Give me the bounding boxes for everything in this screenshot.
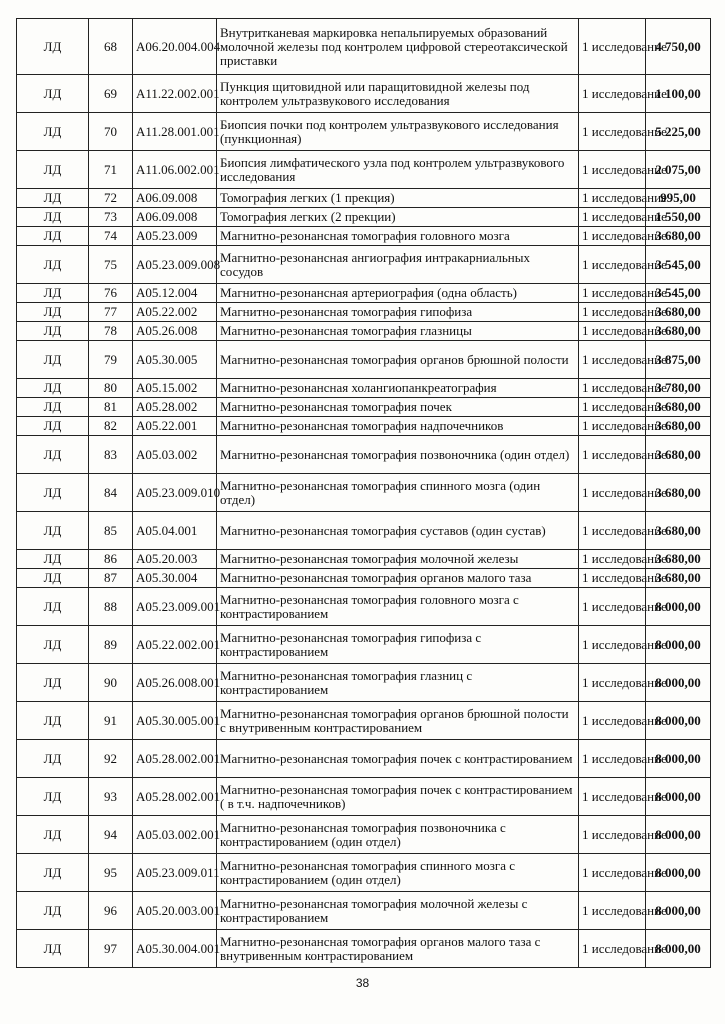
service-code-cell: A05.23.009.010 bbox=[133, 474, 217, 512]
price-cell: 3 680,00 bbox=[646, 227, 711, 246]
service-name-cell: Магнитно-резонансная ангиография интракарниальных сосудов bbox=[217, 246, 579, 284]
table-row bbox=[17, 303, 711, 322]
service-code-cell: A05.22.002 bbox=[133, 303, 217, 322]
department-cell: ЛД bbox=[17, 189, 89, 208]
service-name-cell: Магнитно-резонансная томография почек с контрастированием bbox=[217, 740, 579, 778]
row-number-cell: 75 bbox=[89, 246, 133, 284]
row-number-cell: 70 bbox=[89, 113, 133, 151]
service-code-cell: A05.30.005.001 bbox=[133, 702, 217, 740]
table-row bbox=[17, 151, 711, 189]
table-row bbox=[17, 740, 711, 778]
unit-cell: 1 исследование bbox=[579, 778, 646, 816]
department-cell: ЛД bbox=[17, 322, 89, 341]
department-cell: ЛД bbox=[17, 151, 89, 189]
price-cell: 8 000,00 bbox=[646, 740, 711, 778]
unit-cell: 1 исследование bbox=[579, 436, 646, 474]
service-name-cell: Пункция щитовидной или паращитовидной железы под контролем ультразвукового исследования bbox=[217, 75, 579, 113]
row-number-cell: 82 bbox=[89, 417, 133, 436]
unit-cell: 1 исследование bbox=[579, 341, 646, 379]
service-name-cell: Магнитно-резонансная томография суставов (один сустав) bbox=[217, 512, 579, 550]
price-cell: 3 680,00 bbox=[646, 436, 711, 474]
unit-cell: 1 исследование bbox=[579, 322, 646, 341]
table-row bbox=[17, 474, 711, 512]
price-cell: 4 750,00 bbox=[646, 19, 711, 75]
department-cell: ЛД bbox=[17, 664, 89, 702]
service-name-cell: Томография легких (2 прекции) bbox=[217, 208, 579, 227]
unit-cell: 1 исследование bbox=[579, 75, 646, 113]
price-cell: 3 680,00 bbox=[646, 398, 711, 417]
service-code-cell: A05.23.009.001 bbox=[133, 588, 217, 626]
department-cell: ЛД bbox=[17, 436, 89, 474]
service-code-cell: A05.28.002 bbox=[133, 398, 217, 417]
price-cell: 3 680,00 bbox=[646, 550, 711, 569]
price-cell: 3 545,00 bbox=[646, 246, 711, 284]
table-row bbox=[17, 930, 711, 968]
service-code-cell: A05.20.003 bbox=[133, 550, 217, 569]
price-cell: 3 875,00 bbox=[646, 341, 711, 379]
row-number-cell: 89 bbox=[89, 626, 133, 664]
row-number-cell: 91 bbox=[89, 702, 133, 740]
service-name-cell: Магнитно-резонансная томография головного мозга bbox=[217, 227, 579, 246]
department-cell: ЛД bbox=[17, 588, 89, 626]
service-name-cell: Биопсия почки под контролем ультразвукового исследования (пункционная) bbox=[217, 113, 579, 151]
department-cell: ЛД bbox=[17, 284, 89, 303]
unit-cell: 1 исследование bbox=[579, 816, 646, 854]
unit-cell: 1 исследование bbox=[579, 550, 646, 569]
row-number-cell: 88 bbox=[89, 588, 133, 626]
service-name-cell: Магнитно-резонансная томография глазницы bbox=[217, 322, 579, 341]
service-code-cell: A05.15.002 bbox=[133, 379, 217, 398]
service-code-cell: A06.20.004.004 bbox=[133, 19, 217, 75]
table-row bbox=[17, 417, 711, 436]
service-code-cell: A05.28.002.001 bbox=[133, 740, 217, 778]
service-code-cell: A05.30.005 bbox=[133, 341, 217, 379]
row-number-cell: 83 bbox=[89, 436, 133, 474]
service-code-cell: A05.23.009.011 bbox=[133, 854, 217, 892]
unit-cell: 1 исследование bbox=[579, 284, 646, 303]
department-cell: ЛД bbox=[17, 303, 89, 322]
row-number-cell: 87 bbox=[89, 569, 133, 588]
service-name-cell: Магнитно-резонансная томография надпочечников bbox=[217, 417, 579, 436]
service-name-cell: Магнитно-резонансная томография гипофиза bbox=[217, 303, 579, 322]
price-cell: 3 545,00 bbox=[646, 284, 711, 303]
table-row bbox=[17, 379, 711, 398]
table-row bbox=[17, 398, 711, 417]
row-number-cell: 92 bbox=[89, 740, 133, 778]
department-cell: ЛД bbox=[17, 417, 89, 436]
unit-cell: 1 исследование bbox=[579, 569, 646, 588]
unit-cell: 1 исследование bbox=[579, 892, 646, 930]
department-cell: ЛД bbox=[17, 702, 89, 740]
service-name-cell: Магнитно-резонансная томография позвоночника с контрастированием (один отдел) bbox=[217, 816, 579, 854]
row-number-cell: 97 bbox=[89, 930, 133, 968]
department-cell: ЛД bbox=[17, 379, 89, 398]
service-name-cell: Томография легких (1 прекция) bbox=[217, 189, 579, 208]
table-row bbox=[17, 208, 711, 227]
unit-cell: 1 исследование bbox=[579, 208, 646, 227]
service-name-cell: Магнитно-резонансная томография органов малого таза с внутривенным контрастированием bbox=[217, 930, 579, 968]
row-number-cell: 90 bbox=[89, 664, 133, 702]
department-cell: ЛД bbox=[17, 208, 89, 227]
department-cell: ЛД bbox=[17, 778, 89, 816]
service-name-cell: Магнитно-резонансная томография глазниц с контрастированием bbox=[217, 664, 579, 702]
price-cell: 8 000,00 bbox=[646, 664, 711, 702]
price-cell: 2 075,00 bbox=[646, 151, 711, 189]
price-cell: 8 000,00 bbox=[646, 588, 711, 626]
service-code-cell: A11.22.002.001 bbox=[133, 75, 217, 113]
service-code-cell: A05.26.008.001 bbox=[133, 664, 217, 702]
row-number-cell: 73 bbox=[89, 208, 133, 227]
unit-cell: 1 исследование bbox=[579, 379, 646, 398]
department-cell: ЛД bbox=[17, 550, 89, 569]
service-name-cell: Магнитно-резонансная томография почек bbox=[217, 398, 579, 417]
row-number-cell: 95 bbox=[89, 854, 133, 892]
unit-cell: 1 исследование bbox=[579, 19, 646, 75]
department-cell: ЛД bbox=[17, 854, 89, 892]
department-cell: ЛД bbox=[17, 75, 89, 113]
service-name-cell: Магнитно-резонансная томография молочной железы с контрастированием bbox=[217, 892, 579, 930]
price-cell: 1 550,00 bbox=[646, 208, 711, 227]
table-row bbox=[17, 569, 711, 588]
table-row bbox=[17, 246, 711, 284]
table-row bbox=[17, 341, 711, 379]
department-cell: ЛД bbox=[17, 930, 89, 968]
service-name-cell: Магнитно-резонансная томография органов брюшной полости bbox=[217, 341, 579, 379]
service-name-cell: Магнитно-резонансная томография органов малого таза bbox=[217, 569, 579, 588]
table-row bbox=[17, 816, 711, 854]
row-number-cell: 81 bbox=[89, 398, 133, 417]
service-name-cell: Магнитно-резонансная томография гипофиза с контрастированием bbox=[217, 626, 579, 664]
table-row bbox=[17, 436, 711, 474]
service-code-cell: A05.03.002 bbox=[133, 436, 217, 474]
price-list-table bbox=[16, 18, 711, 968]
unit-cell: 1 исследование bbox=[579, 398, 646, 417]
price-cell: 8 000,00 bbox=[646, 778, 711, 816]
table-row bbox=[17, 75, 711, 113]
price-cell: 995,00 bbox=[646, 189, 711, 208]
department-cell: ЛД bbox=[17, 892, 89, 930]
unit-cell: 1 исследование bbox=[579, 626, 646, 664]
price-cell: 3 680,00 bbox=[646, 512, 711, 550]
table-row bbox=[17, 284, 711, 303]
department-cell: ЛД bbox=[17, 816, 89, 854]
service-name-cell: Магнитно-резонансная томография позвоночника (один отдел) bbox=[217, 436, 579, 474]
unit-cell: 1 исследование bbox=[579, 417, 646, 436]
unit-cell: 1 исследование bbox=[579, 512, 646, 550]
table-row bbox=[17, 626, 711, 664]
service-code-cell: A05.30.004 bbox=[133, 569, 217, 588]
unit-cell: 1 исследование bbox=[579, 740, 646, 778]
row-number-cell: 78 bbox=[89, 322, 133, 341]
department-cell: ЛД bbox=[17, 398, 89, 417]
table-row bbox=[17, 113, 711, 151]
department-cell: ЛД bbox=[17, 569, 89, 588]
row-number-cell: 74 bbox=[89, 227, 133, 246]
service-code-cell: A05.30.004.001 bbox=[133, 930, 217, 968]
service-name-cell: Магнитно-резонансная холангиопанкреатография bbox=[217, 379, 579, 398]
unit-cell: 1 исследование bbox=[579, 246, 646, 284]
department-cell: ЛД bbox=[17, 227, 89, 246]
department-cell: ЛД bbox=[17, 341, 89, 379]
service-code-cell: A05.23.009.008 bbox=[133, 246, 217, 284]
table-row bbox=[17, 664, 711, 702]
unit-cell: 1 исследование bbox=[579, 227, 646, 246]
service-name-cell: Магнитно-резонансная томография спинного мозга (один отдел) bbox=[217, 474, 579, 512]
service-code-cell: A05.04.001 bbox=[133, 512, 217, 550]
service-code-cell: A05.22.002.001 bbox=[133, 626, 217, 664]
service-name-cell: Биопсия лимфатического узла под контролем ультразвукового исследования bbox=[217, 151, 579, 189]
service-name-cell: Внутритканевая маркировка непальпируемых образований молочной железы под контролем цифровой стереотаксической приставки bbox=[217, 19, 579, 75]
unit-cell: 1 исследование bbox=[579, 474, 646, 512]
service-name-cell: Магнитно-резонансная артериография (одна область) bbox=[217, 284, 579, 303]
price-cell: 8 000,00 bbox=[646, 626, 711, 664]
row-number-cell: 96 bbox=[89, 892, 133, 930]
table-row bbox=[17, 778, 711, 816]
price-cell: 8 000,00 bbox=[646, 702, 711, 740]
service-code-cell: A11.06.002.001 bbox=[133, 151, 217, 189]
table-row bbox=[17, 550, 711, 569]
service-code-cell: A05.28.002.001 bbox=[133, 778, 217, 816]
row-number-cell: 86 bbox=[89, 550, 133, 569]
table-row bbox=[17, 227, 711, 246]
page-number: 38 bbox=[355, 976, 370, 990]
price-cell: 3 680,00 bbox=[646, 417, 711, 436]
unit-cell: 1 исследование bbox=[579, 664, 646, 702]
price-cell: 3 780,00 bbox=[646, 379, 711, 398]
service-code-cell: A05.23.009 bbox=[133, 227, 217, 246]
department-cell: ЛД bbox=[17, 19, 89, 75]
unit-cell: 1 исследование bbox=[579, 702, 646, 740]
table-row bbox=[17, 19, 711, 75]
price-cell: 3 680,00 bbox=[646, 322, 711, 341]
unit-cell: 1 исследование bbox=[579, 930, 646, 968]
service-code-cell: A05.26.008 bbox=[133, 322, 217, 341]
service-code-cell: A06.09.008 bbox=[133, 208, 217, 227]
row-number-cell: 80 bbox=[89, 379, 133, 398]
table-row bbox=[17, 854, 711, 892]
service-code-cell: A05.12.004 bbox=[133, 284, 217, 303]
service-name-cell: Магнитно-резонансная томография органов брюшной полости с внутривенным контрастированием bbox=[217, 702, 579, 740]
unit-cell: 1 исследование bbox=[579, 303, 646, 322]
service-name-cell: Магнитно-резонансная томография спинного мозга с контрастированием (один отдел) bbox=[217, 854, 579, 892]
table-row bbox=[17, 588, 711, 626]
row-number-cell: 84 bbox=[89, 474, 133, 512]
row-number-cell: 68 bbox=[89, 19, 133, 75]
service-name-cell: Магнитно-резонансная томография почек с контрастированием ( в т.ч. надпочечников) bbox=[217, 778, 579, 816]
price-cell: 3 680,00 bbox=[646, 303, 711, 322]
service-code-cell: A11.28.001.001 bbox=[133, 113, 217, 151]
service-code-cell: A06.09.008 bbox=[133, 189, 217, 208]
table-row bbox=[17, 892, 711, 930]
row-number-cell: 94 bbox=[89, 816, 133, 854]
unit-cell: 1 исследование bbox=[579, 588, 646, 626]
department-cell: ЛД bbox=[17, 512, 89, 550]
price-list-body bbox=[17, 19, 711, 968]
row-number-cell: 76 bbox=[89, 284, 133, 303]
service-name-cell: Магнитно-резонансная томография молочной железы bbox=[217, 550, 579, 569]
service-code-cell: A05.20.003.001 bbox=[133, 892, 217, 930]
service-code-cell: A05.03.002.001 bbox=[133, 816, 217, 854]
price-cell: 5 225,00 bbox=[646, 113, 711, 151]
row-number-cell: 72 bbox=[89, 189, 133, 208]
department-cell: ЛД bbox=[17, 113, 89, 151]
table-row bbox=[17, 189, 711, 208]
price-cell: 3 680,00 bbox=[646, 569, 711, 588]
department-cell: ЛД bbox=[17, 626, 89, 664]
department-cell: ЛД bbox=[17, 474, 89, 512]
row-number-cell: 93 bbox=[89, 778, 133, 816]
department-cell: ЛД bbox=[17, 740, 89, 778]
row-number-cell: 77 bbox=[89, 303, 133, 322]
table-row bbox=[17, 702, 711, 740]
unit-cell: 1 исследование bbox=[579, 151, 646, 189]
price-cell: 3 680,00 bbox=[646, 474, 711, 512]
price-cell: 8 000,00 bbox=[646, 854, 711, 892]
price-cell: 8 000,00 bbox=[646, 930, 711, 968]
unit-cell: 1 исследование bbox=[579, 113, 646, 151]
price-cell: 8 000,00 bbox=[646, 816, 711, 854]
price-cell: 8 000,00 bbox=[646, 892, 711, 930]
service-code-cell: A05.22.001 bbox=[133, 417, 217, 436]
row-number-cell: 85 bbox=[89, 512, 133, 550]
table-row bbox=[17, 322, 711, 341]
service-name-cell: Магнитно-резонансная томография головного мозга с контрастированием bbox=[217, 588, 579, 626]
table-row bbox=[17, 512, 711, 550]
price-cell: 1 100,00 bbox=[646, 75, 711, 113]
row-number-cell: 69 bbox=[89, 75, 133, 113]
row-number-cell: 71 bbox=[89, 151, 133, 189]
row-number-cell: 79 bbox=[89, 341, 133, 379]
unit-cell: 1 исследование bbox=[579, 189, 646, 208]
department-cell: ЛД bbox=[17, 246, 89, 284]
unit-cell: 1 исследование bbox=[579, 854, 646, 892]
